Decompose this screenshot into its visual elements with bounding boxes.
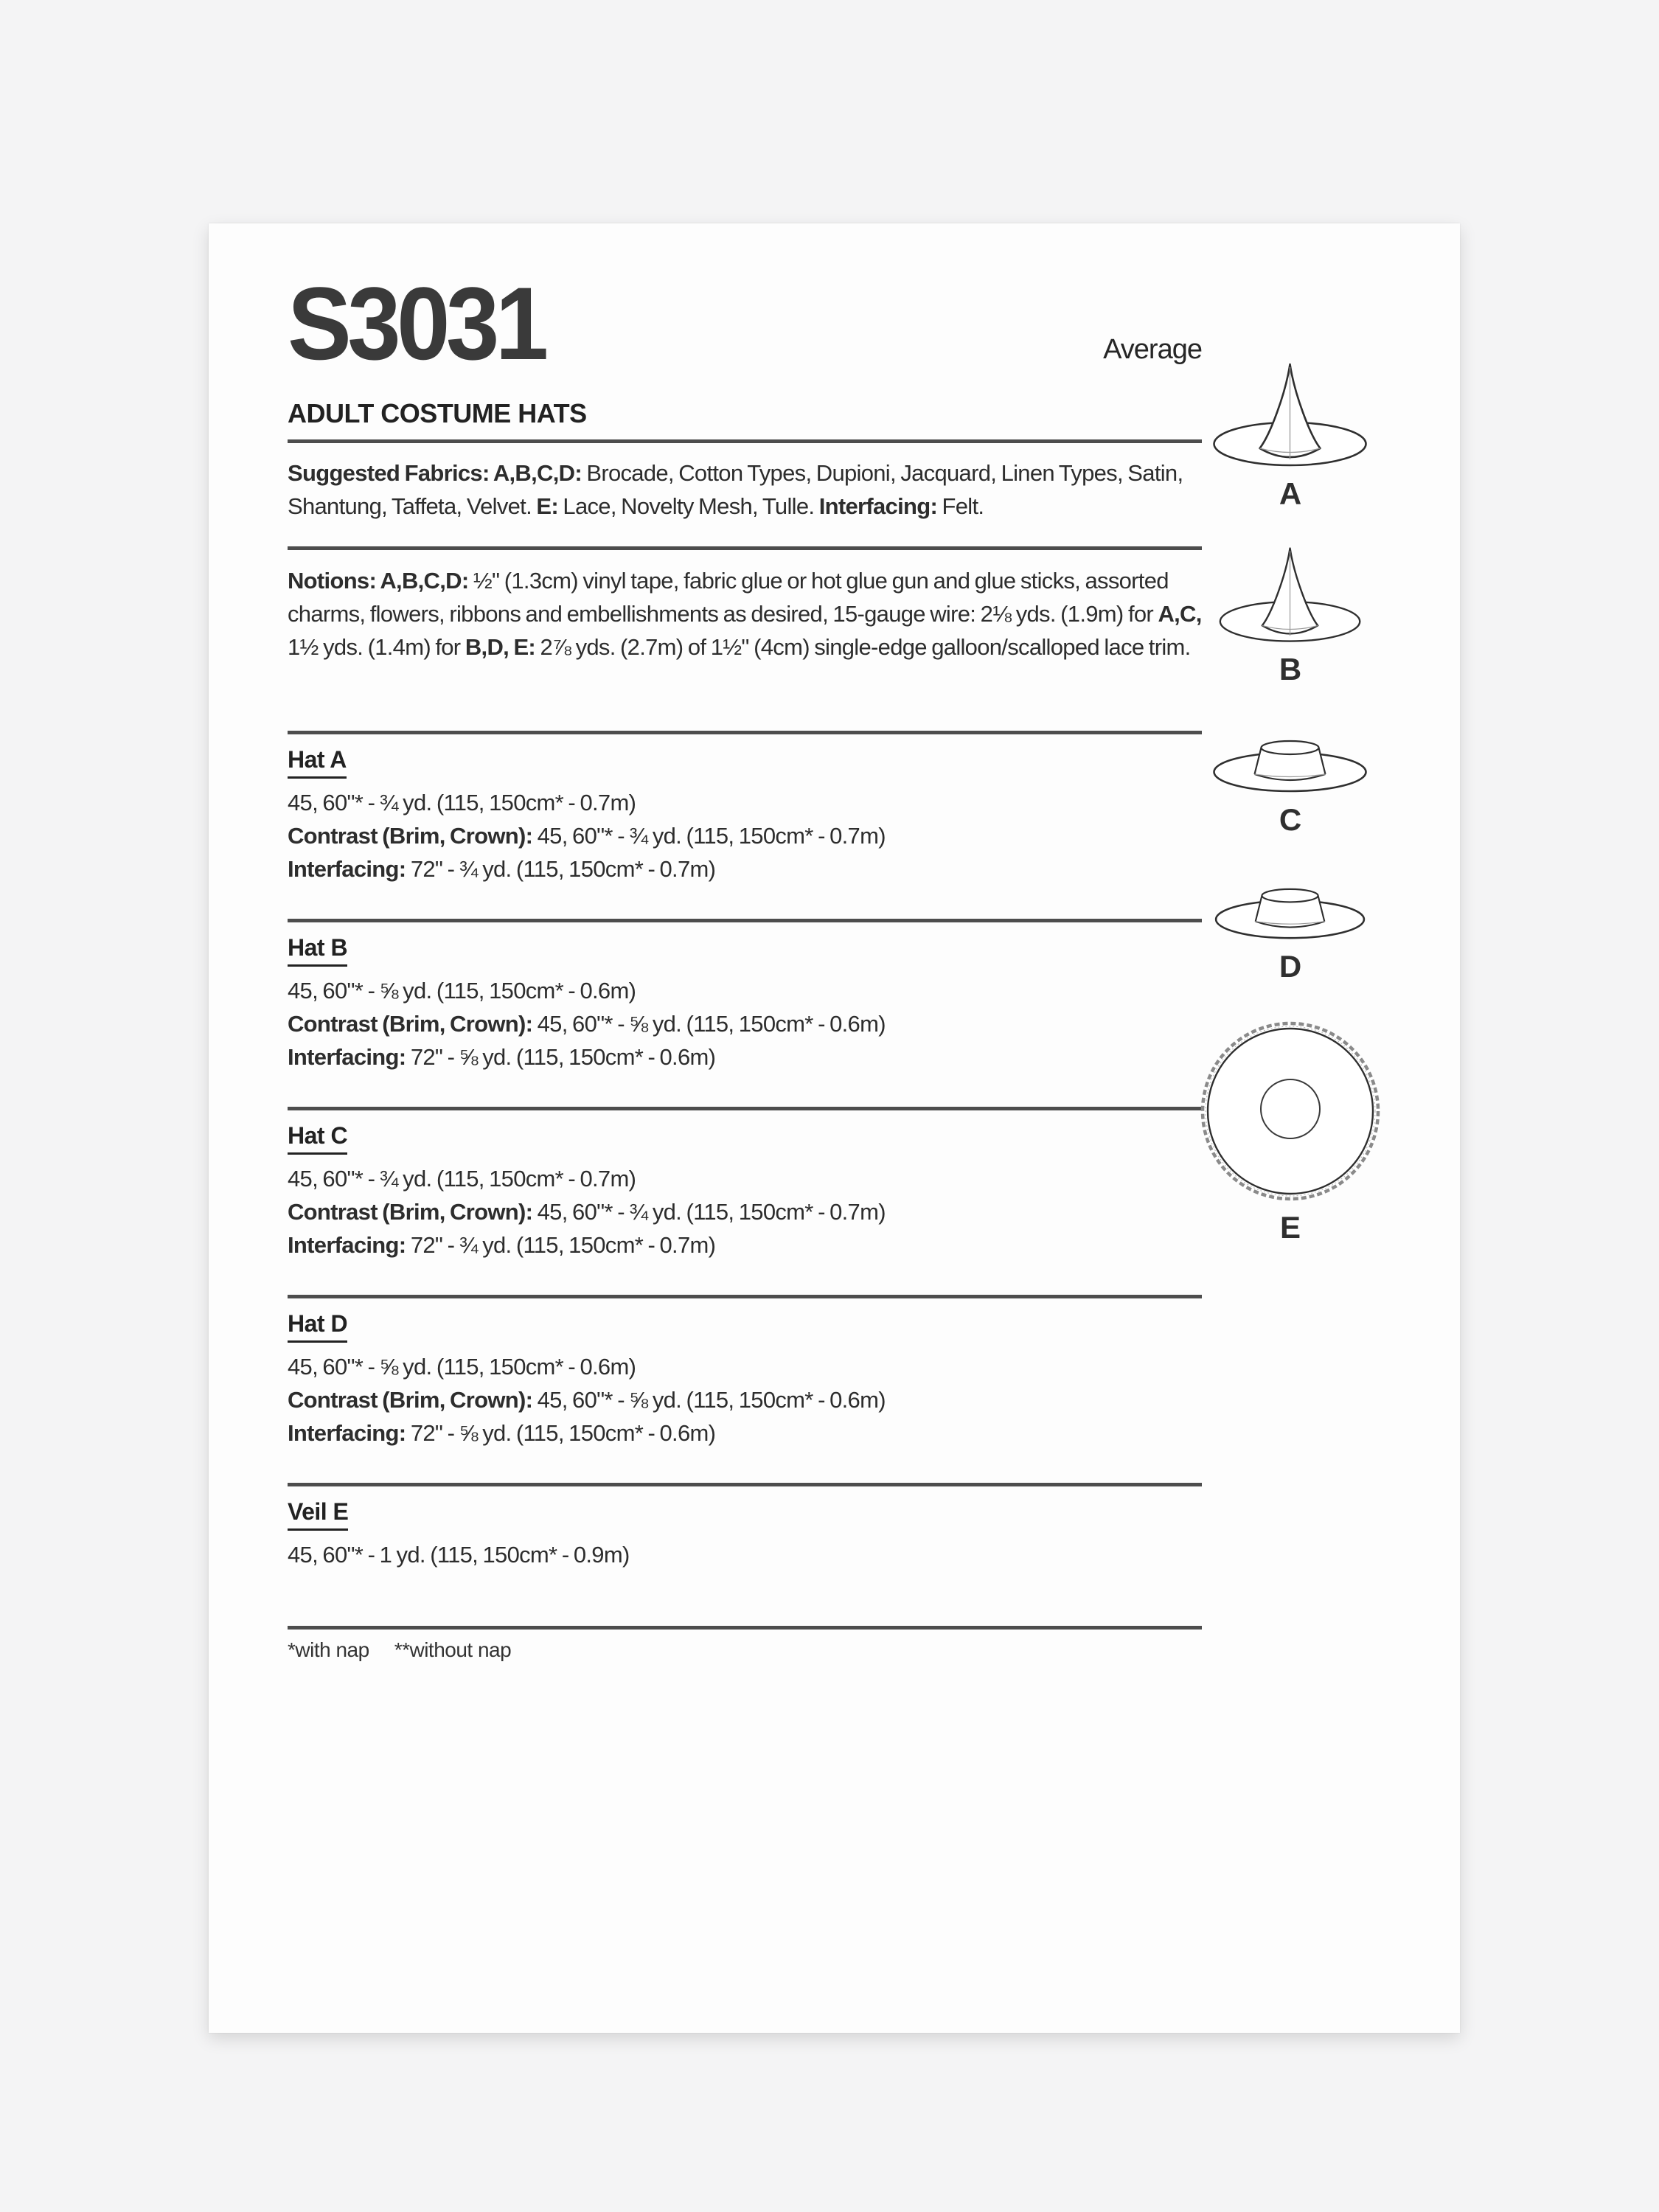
witch-hat-a-illustration bbox=[1211, 360, 1370, 470]
section-lines bbox=[288, 1350, 1202, 1450]
view-label-e: E bbox=[1279, 1210, 1301, 1245]
section-lines bbox=[288, 1162, 1202, 1262]
section-lines bbox=[288, 974, 1202, 1074]
yardage-line: Contrast (Brim, Crown): 45, 60"* - ¾ yd. (115, 150cm* - 0.7m) bbox=[288, 823, 886, 849]
section-title: Hat A bbox=[288, 745, 347, 779]
suggested-fabrics-paragraph: Suggested Fabrics: A,B,C,D: Brocade, Cotton Types, Dupioni, Jacquard, Linen Types, Satin, Shantung, Taffeta, Velvet. E: Lace, Novelty Mesh, Tulle. Interfacing: Felt. bbox=[288, 460, 1183, 519]
section-lines bbox=[288, 786, 1202, 886]
yardage-section bbox=[288, 1295, 1202, 1483]
yardage-line: Interfacing: 72" - ¾ yd. (115, 150cm* - 0.7m) bbox=[288, 856, 716, 882]
divider bbox=[288, 546, 1202, 550]
pattern-number: S3031 bbox=[288, 265, 545, 381]
veil-e-illustration bbox=[1198, 1020, 1382, 1204]
yardage-section bbox=[288, 731, 1202, 919]
flat-hat-d-illustration bbox=[1213, 886, 1368, 943]
yardage-line: Interfacing: 72" - ¾ yd. (115, 150cm* - 0.7m) bbox=[288, 1232, 716, 1258]
notions-paragraph: Notions: A,B,C,D: ½" (1.3cm) vinyl tape, fabric glue or hot glue gun and glue sticks, assorted charms, flowers, ribbons and embellishments as desired, 15-gauge wire: 2⅛ yds. (1.9m) for A,C, 1½ yds. (1.4m) for B,D, E: 2⅞ yds. (2.7m) of 1½" (4cm) single-edge galloon/scalloped lace trim. bbox=[288, 568, 1202, 660]
section-title: Hat D bbox=[288, 1309, 347, 1343]
yardage-line: Interfacing: 72" - ⅝ yd. (115, 150cm* - 0.6m) bbox=[288, 1044, 716, 1070]
yardage-line: Contrast (Brim, Crown): 45, 60"* - ¾ yd. (115, 150cm* - 0.7m) bbox=[288, 1199, 886, 1225]
view-a-figure bbox=[1211, 360, 1370, 512]
section-title: Hat B bbox=[288, 933, 347, 967]
pattern-envelope-back-page bbox=[209, 223, 1460, 2033]
yardage-line: Contrast (Brim, Crown): 45, 60"* - ⅝ yd. (115, 150cm* - 0.6m) bbox=[288, 1387, 886, 1413]
yardage-line: 45, 60"* - ⅝ yd. (115, 150cm* - 0.6m) bbox=[288, 1354, 636, 1380]
yardage-sections bbox=[288, 731, 1202, 1628]
view-e-figure bbox=[1198, 1020, 1382, 1245]
yardage-line: 45, 60"* - ¾ yd. (115, 150cm* - 0.7m) bbox=[288, 790, 636, 815]
flat-hat-c-illustration bbox=[1211, 737, 1370, 796]
view-b-figure bbox=[1214, 544, 1366, 687]
view-label-c: C bbox=[1279, 802, 1302, 837]
yardage-line: 45, 60"* - ⅝ yd. (115, 150cm* - 0.6m) bbox=[288, 978, 636, 1004]
footnote-without-nap: **without nap bbox=[394, 1638, 512, 1661]
difficulty-badge: Average bbox=[1103, 334, 1202, 365]
divider bbox=[288, 439, 1202, 443]
view-label-d: D bbox=[1279, 949, 1302, 984]
footnotes-row bbox=[288, 1626, 1202, 1662]
yardage-section bbox=[288, 919, 1202, 1107]
yardage-section bbox=[288, 1483, 1202, 1628]
view-label-a: A bbox=[1279, 476, 1302, 511]
witch-hat-b-illustration bbox=[1214, 544, 1366, 646]
yardage-line: Interfacing: 72" - ⅝ yd. (115, 150cm* - 0.6m) bbox=[288, 1420, 716, 1446]
view-c-figure bbox=[1211, 737, 1370, 838]
section-title: Veil E bbox=[288, 1497, 348, 1531]
text-column bbox=[288, 223, 1202, 2033]
product-title: ADULT COSTUME HATS bbox=[288, 398, 587, 428]
section-lines bbox=[288, 1538, 1202, 1571]
yardage-section bbox=[288, 1107, 1202, 1295]
yardage-line: Contrast (Brim, Crown): 45, 60"* - ⅝ yd. (115, 150cm* - 0.6m) bbox=[288, 1011, 886, 1037]
view-label-b: B bbox=[1279, 652, 1302, 686]
footnote-with-nap: *with nap bbox=[288, 1638, 369, 1661]
section-title: Hat C bbox=[288, 1121, 347, 1155]
yardage-line: 45, 60"* - 1 yd. (115, 150cm* - 0.9m) bbox=[288, 1542, 630, 1568]
view-d-figure bbox=[1213, 886, 1368, 984]
yardage-line: 45, 60"* - ¾ yd. (115, 150cm* - 0.7m) bbox=[288, 1166, 636, 1192]
